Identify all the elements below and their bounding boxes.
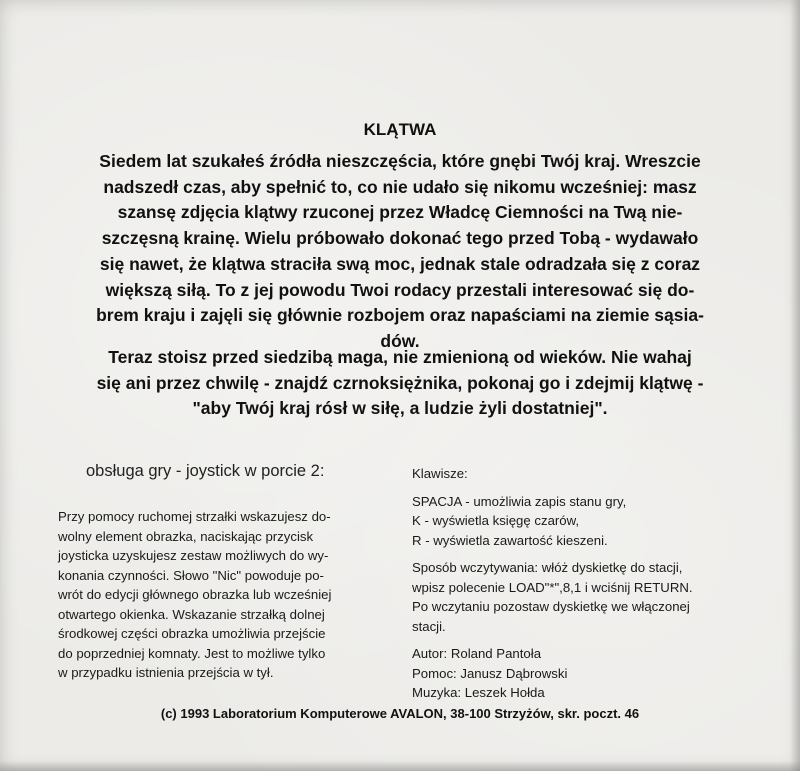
controls-line: wolny element obrazka, naciskając przycisk — [58, 528, 314, 544]
controls-line: joysticka uzyskujesz zestaw możliwych do wy- — [58, 548, 329, 563]
controls-line: w przypadku istnienia przejścia w tył. — [58, 665, 274, 680]
loading-line: stacji. — [412, 618, 446, 634]
credit-music: Muzyka: Leszek Hołda — [412, 685, 545, 700]
intro-line: Siedem lat szukałeś źródła nieszczęścia, które gnębi Twój kraj. Wreszcie — [99, 151, 701, 171]
intro-line: szczęsną krainę. Wielu próbowało dokonać tego przed Tobą - wydawało — [101, 228, 699, 249]
intro-line: się nawet, że klątwa straciła swą moc, jednak stale odradzała się z coraz — [99, 253, 701, 274]
keys-heading: Klawisze: — [412, 466, 468, 481]
page-title: KLĄTWA — [363, 120, 437, 139]
controls-line: Przy pomocy ruchomej strzałki wskazujesz do- — [58, 509, 331, 524]
loading-line: Po wczytaniu pozostaw dyskietkę we włączonej — [412, 599, 690, 614]
mission-line: "aby Twój kraj rósł w siłę, a ludzie żyli dostatniej". — [192, 398, 608, 418]
intro-line: szansę zdjęcia klątwy rzuconej przez Władcę Ciemności na Twą nie- — [117, 202, 683, 223]
controls-description — [58, 507, 388, 683]
intro-line: dów. — [380, 330, 420, 351]
controls-line: otwartego okienka. Wskazanie strzałką dolnej — [58, 606, 325, 622]
page-edge-bottom — [0, 761, 800, 771]
copyright-footer: (c) 1993 Laboratorium Komputerowe AVALON, 38-100 Strzyżów, skr. poczt. 46 — [160, 706, 640, 721]
controls-line: wrót do edycji głównego obrazka lub wcześniej — [58, 587, 332, 602]
mission-line: się ani przez chwilę - znajdź czrnoksiężnika, pokonaj go i zdejmij klątwę - — [96, 372, 704, 393]
key-item: K - wyświetla księgę czarów, — [412, 513, 580, 528]
loading-line: Sposób wczytywania: włóż dyskietkę do stacji, — [412, 560, 683, 575]
page-edge-right — [790, 0, 800, 771]
intro-line: nadszedł czas, aby spełnić to, co nie udało się nikomu wcześniej: masz — [103, 176, 697, 197]
controls-heading: obsługa gry - joystick w porcie 2: — [86, 462, 325, 480]
spacer — [412, 636, 772, 644]
controls-line: konania czynności. Słowo "Nic" powoduje po- — [58, 567, 324, 583]
loading-line: wpisz polecenie LOAD"*",8,1 i wciśnij RETURN. — [412, 579, 693, 595]
controls-line: do poprzedniej komnaty. Jest to możliwe tylko — [58, 645, 326, 661]
credit-author: Autor: Roland Pantoła — [412, 646, 542, 661]
intro-paragraph — [60, 149, 740, 355]
intro-line: większą siłą. To z jej powodu Twoi rodacy przestali interesować się do- — [105, 279, 695, 300]
key-item: SPACJA - umożliwia zapis stanu gry, — [412, 493, 627, 509]
spacer — [412, 484, 772, 492]
spacer — [412, 550, 772, 558]
key-item: R - wyświetla zawartość kieszeni. — [412, 532, 608, 548]
mission-line: Teraz stoisz przed siedzibą maga, nie zmienioną od wieków. Nie wahaj — [108, 347, 692, 367]
intro-line: brem kraju i zajęli się głównie rozbojem oraz napaściami na ziemie sąsia- — [96, 305, 704, 326]
controls-line: środkowej części obrazka umożliwia przejście — [58, 626, 326, 641]
mission-paragraph — [60, 345, 740, 422]
info-column — [412, 464, 772, 703]
credit-help: Pomoc: Janusz Dąbrowski — [412, 665, 568, 681]
